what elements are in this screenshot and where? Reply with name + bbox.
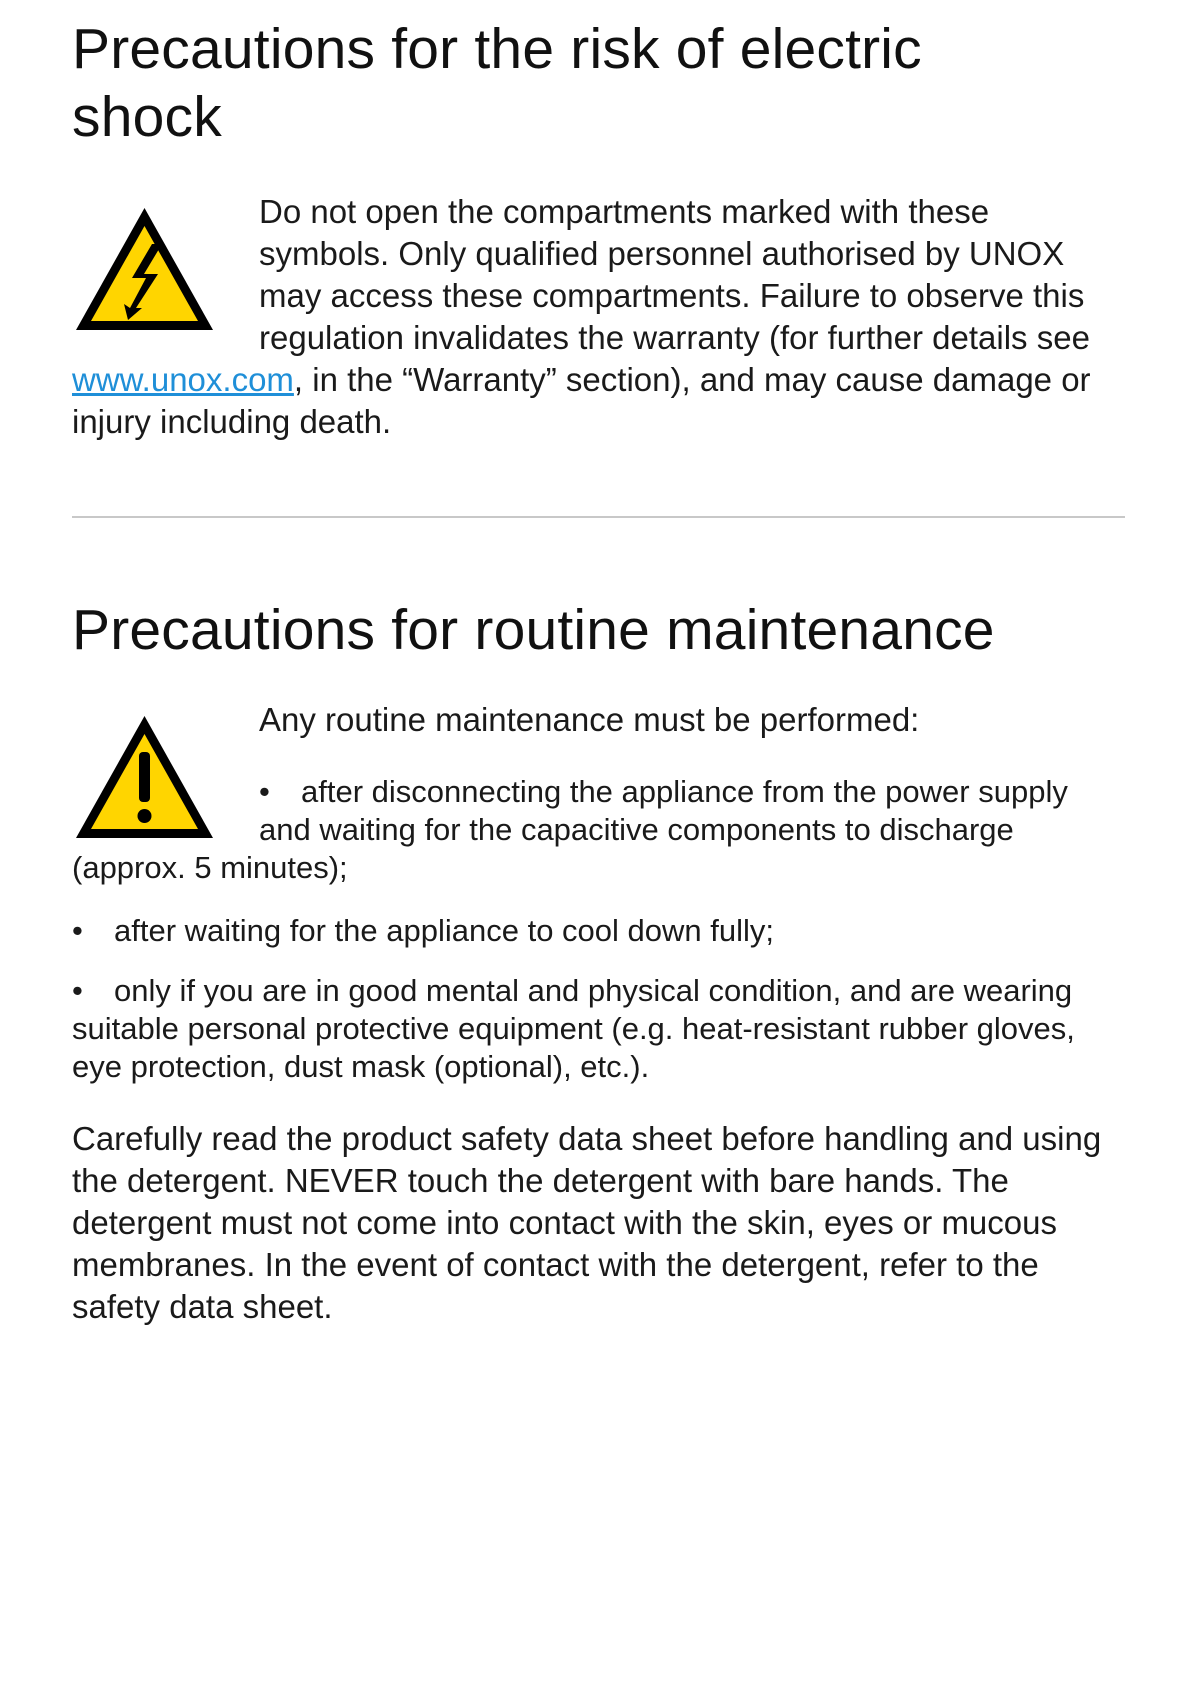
bullet-marker: • — [259, 774, 270, 809]
section-divider — [72, 516, 1125, 518]
list-item — [72, 972, 1117, 1086]
bullet-text: only if you are in good mental and physical condition, and are wearing suitable personal protective equipment (e.g. heat-resistant rubber gloves, eye protection, dust mask (optional), etc.). — [72, 973, 1075, 1084]
bullet-marker: • — [72, 913, 83, 948]
shock-text-start: Do not open the compartments marked with these symbols. Only qualified personnel authorised by UNOX may access these compartments. Failure to observe this regulation invalidates the warranty (for further details see — [259, 193, 1090, 356]
bullet-marker: • — [72, 973, 83, 1008]
electric-shock-paragraph — [72, 191, 1117, 443]
section-title-routine-maintenance: Precautions for routine maintenance — [72, 598, 995, 662]
electric-shock-warning-icon — [72, 204, 217, 334]
bullet-text: after disconnecting the appliance from the power supply and waiting for the capacitive components to discharge (approx. 5 minutes); — [72, 774, 1068, 885]
bullet-text: after waiting for the appliance to cool down fully; — [114, 913, 774, 948]
general-warning-icon — [72, 712, 217, 842]
shock-text-end: , in the “Warranty” section), and may cause damage or injury including death. — [72, 361, 1091, 440]
list-item — [72, 912, 1117, 950]
unox-website-link[interactable]: www.unox.com — [72, 361, 294, 398]
list-item — [72, 773, 1117, 887]
maintenance-block — [72, 699, 1117, 1328]
detergent-safety-note: Carefully read the product safety data sheet before handling and using the detergent. NEVER touch the detergent with bare hands. The detergent must not come into contact with the skin, eyes or mucous membranes. In the event of contact with the detergent, refer to the safety data sheet. — [72, 1120, 1102, 1325]
maintenance-intro: Any routine maintenance must be performed: — [259, 701, 920, 738]
section-title-electric-shock: Precautions for the risk of electric shock — [72, 17, 922, 149]
